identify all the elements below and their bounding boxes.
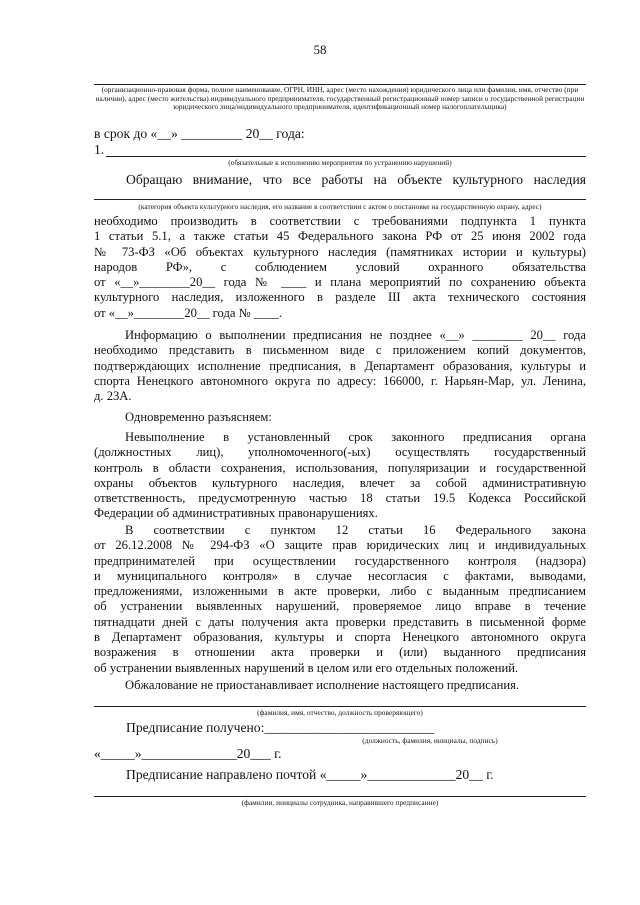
p1-line: 1 статьи 5.1, а также статьи 45 Федерального закона РФ от 25 июня 2002 года (94, 229, 586, 244)
deadline-line: в срок до «__» _________ 20__ года: (94, 126, 305, 141)
p3-line: Одновременно разъясняем: (125, 410, 272, 424)
p4-line: ответственность, предусмотренную частью 18 статьи 19.5 Кодекса Российской (94, 491, 586, 506)
item-1: 1. (94, 142, 105, 157)
page-number: 58 (313, 42, 327, 57)
p4-line: Невыполнение в установленный срок законного предписания органа (125, 430, 586, 444)
p2-last-line: д. 23А. (94, 389, 132, 404)
mailed-line: Предписание направлено почтой «_____»_____________20__ г. (126, 767, 494, 782)
caption-inspector: (фамилия, имя, отчество, должность проверяющего) (257, 708, 423, 717)
paragraph-objection (94, 523, 586, 676)
p5-line: пятнадцати дней с даты получения акта проверки представить в письменной форме (94, 614, 586, 629)
caption-category: (категория объекта культурного наследия, его название в соответствии с актом о постановке на государственную охрану, адрес) (138, 202, 542, 211)
caption-measures: (обязательные к исполнению мероприятия по устранению нарушений) (228, 158, 452, 167)
p5-line: возражения в отношении акта проверки и (или) выданного предписания (94, 645, 586, 660)
attention-line: Обращаю внимание, что все работы на объекте культурного наследия (126, 172, 586, 187)
p4-line: контроль в области сохранения, использования, популяризации и государственной (94, 460, 586, 475)
p6-line: Обжалование не приостанавливает исполнение настоящего предписания. (125, 678, 520, 692)
paragraph-liability (94, 430, 586, 522)
received-label: Предписание получено:_________________________ (126, 720, 435, 735)
paragraph-report (94, 328, 586, 404)
p2-line: спорта Ненецкого автономного округа по адресу: 166000, г. Нарьян-Мар, ул. Ленина, (94, 373, 586, 388)
p2-line: Информацию о выполнении предписания не позднее «__» ________ 20__ года (125, 328, 586, 342)
inspector-fill-line (94, 706, 586, 707)
p1-last-line: от «__»________20__ года № ____. (94, 305, 283, 320)
sender-fill-line (94, 796, 586, 797)
p5-line: об устранении выявленных нарушений, проверяемое лицо вправе в течение (94, 599, 586, 614)
p5-line: от 26.12.2008 № 294-ФЗ «О защите прав юридических лиц и индивидуальных (94, 538, 586, 553)
p5-line: предложениями, изложенными в акте проверки, либо с выданным предписанием (94, 584, 586, 599)
p1-line: от «__»________20__ года № ____ и плана мероприятий по сохранению объекта (94, 275, 586, 290)
p1-line: народов РФ», с соблюдением условий охранного обязательства (94, 259, 586, 274)
p1-line: необходимо производить в соответствии с требованиями подпункта 1 пункта (94, 214, 586, 228)
caption-org: (организационно-правовая форма, полное наименование, ОГРН, ИНН, адрес (место нахождения) юридического лица или фамилия, имя, отчество (при наличии), адрес (место жительства) индивидуального предпринимателя, государственный регистрационный номер записи о государственной регистрации юридического лица/индивидуального предпринимателя, идентификационный номер налогоплательщика) (95, 85, 585, 112)
p5-line: и муниципального контроля» в случае несогласия с фактами, выводами, (94, 568, 586, 583)
category-fill-line (94, 199, 586, 200)
p4-last-line: Федерации об административных правонарушениях. (94, 506, 378, 521)
p5-line: в Департамент образования, культуры и спорта Ненецкого автономного округа (94, 630, 586, 645)
received-date: «_____»______________20___ г. (94, 746, 282, 761)
measures-fill-line (106, 156, 586, 157)
p1-line: культурного наследия, изложенного в разделе III акта технического состояния (94, 290, 586, 305)
p4-line: (должностных лиц), уполномоченного(-ых) осуществлять государственный (94, 445, 586, 460)
p5-line: предпринимателей при осуществлении государственного контроля (надзора) (94, 553, 586, 568)
paragraph-requirements (94, 214, 586, 321)
paragraph-explain (94, 410, 586, 425)
p2-line: подтверждающих исполнение предписания, в Департамент образования, культуры и (94, 358, 586, 373)
p5-line: В соответствии с пунктом 12 статьи 16 Федерального закона (125, 523, 586, 537)
caption-received: (должность, фамилия, инициалы, подпись) (362, 736, 498, 745)
paragraph-appeal (94, 678, 586, 693)
p2-line: необходимо представить в письменном виде с приложением копий документов, (94, 343, 586, 358)
p4-line: охраны объектов культурного наследия, влечет за собой административную (94, 475, 586, 490)
p1-line: № 73-ФЗ «Об объектах культурного наследия (памятниках истории и культуры) (94, 244, 586, 259)
caption-sender: (фамилии, инициалы сотрудника, направившего предписание) (241, 798, 439, 807)
p5-last-line: об устранении выявленных нарушений в целом или его отдельных положений. (94, 660, 519, 675)
